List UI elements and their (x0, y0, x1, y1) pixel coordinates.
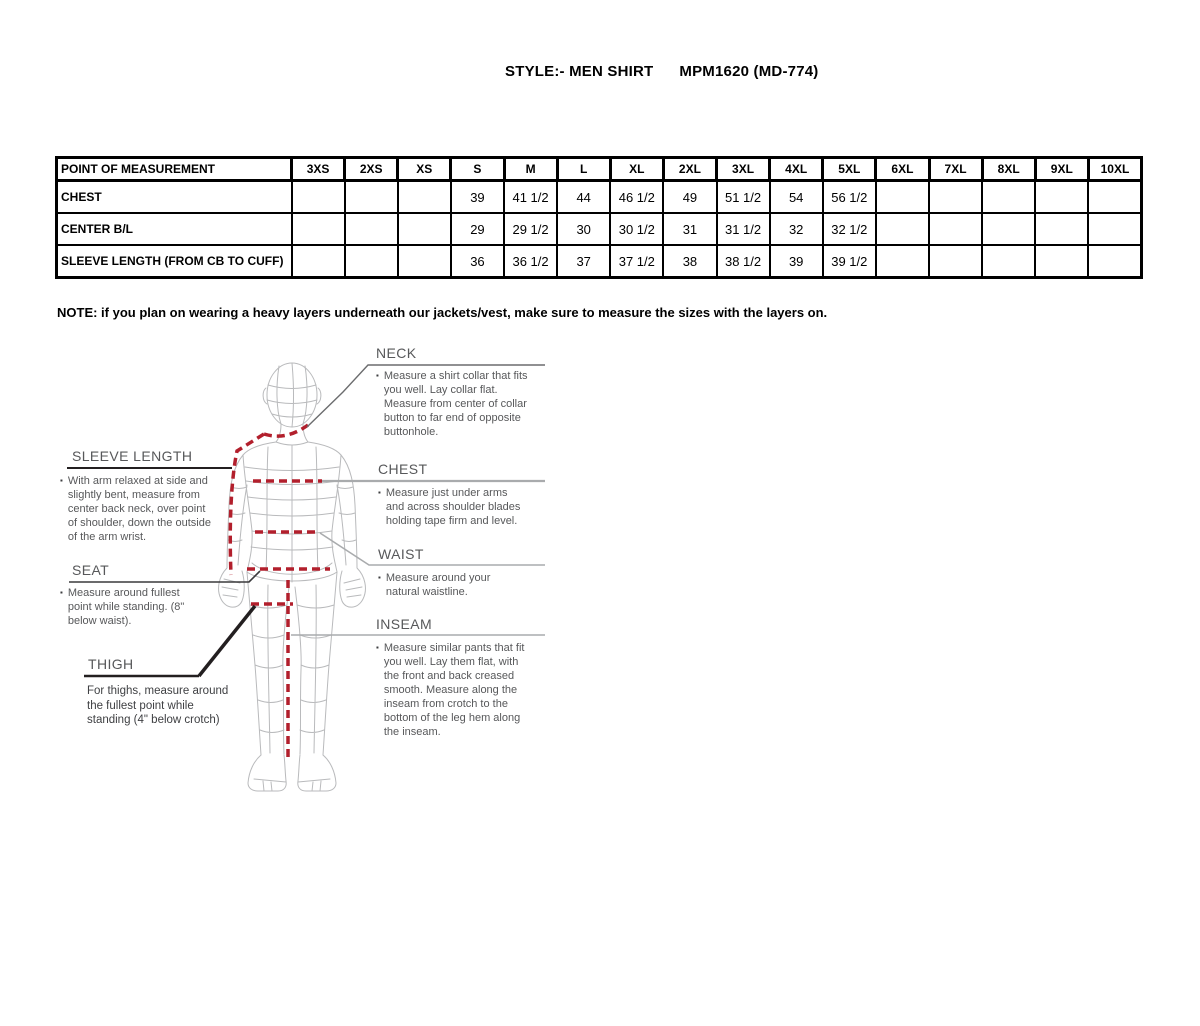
header-size: M (504, 158, 557, 181)
chest-section-text (378, 486, 528, 528)
waist-instructions: Measure around your natural waistline. (385, 572, 491, 598)
header-size: 10XL (1088, 158, 1141, 181)
bullet-icon: ▪ (376, 643, 379, 652)
header-size: 3XS (292, 158, 345, 181)
size-value: 37 (557, 245, 610, 278)
neck-section-text (376, 369, 534, 439)
bullet-icon: ▪ (376, 371, 379, 380)
size-value (876, 213, 929, 245)
size-value: 51 1/2 (717, 181, 770, 214)
size-value (1088, 181, 1141, 214)
page-title (505, 63, 818, 80)
size-value: 39 1/2 (823, 245, 876, 278)
size-value (876, 181, 929, 214)
size-value (929, 213, 982, 245)
sleeve-length-measure-line (230, 434, 264, 575)
header-size: 3XL (717, 158, 770, 181)
size-table-header-row (57, 158, 1142, 181)
bullet-icon: ▪ (60, 588, 63, 597)
thigh-section-label: THIGH (88, 656, 134, 672)
size-value (292, 245, 345, 278)
size-value (398, 181, 451, 214)
chest-instructions: Measure just under arms and across shoulder blades holding tape firm and level. (385, 487, 521, 527)
neck-measure-line (264, 425, 308, 436)
seat-section-label: SEAT (72, 562, 110, 578)
size-value (1088, 245, 1141, 278)
size-value: 39 (451, 181, 504, 214)
size-value (982, 181, 1035, 214)
size-value (292, 213, 345, 245)
size-value: 32 1/2 (823, 213, 876, 245)
header-size: XS (398, 158, 451, 181)
waist-leader-line (320, 533, 545, 565)
mannequin-figure (219, 363, 366, 791)
size-value (345, 181, 398, 214)
size-value (1035, 213, 1088, 245)
size-value: 30 1/2 (610, 213, 663, 245)
row-label: SLEEVE LENGTH (FROM CB TO CUFF) (57, 245, 292, 278)
neck-instructions: Measure a shirt collar that fits you well. Lay collar flat. Measure from center of collar button to far end of opposite buttonhole. (383, 370, 528, 438)
size-table (55, 156, 1143, 279)
header-size: 2XL (663, 158, 716, 181)
size-value (982, 245, 1035, 278)
row-label: CHEST (57, 181, 292, 214)
size-value: 46 1/2 (610, 181, 663, 214)
inseam-instructions: Measure similar pants that fit you well. Lay them flat, with the front and back creased smooth. Measure along the inseam from crotch to the bottom of the leg hem along the inseam. (383, 642, 525, 738)
inseam-section-label: INSEAM (376, 616, 433, 632)
header-size: 9XL (1035, 158, 1088, 181)
size-value (292, 181, 345, 214)
size-value (982, 213, 1035, 245)
size-value: 36 1/2 (504, 245, 557, 278)
header-size: 5XL (823, 158, 876, 181)
size-value (398, 213, 451, 245)
size-value: 31 1/2 (717, 213, 770, 245)
size-value: 37 1/2 (610, 245, 663, 278)
chest-section-label: CHEST (378, 461, 428, 477)
bullet-icon: ▪ (378, 488, 381, 497)
seat-instructions: Measure around fullest point while standing. (8" below waist). (67, 587, 185, 627)
size-value (398, 245, 451, 278)
thigh-instructions: For thighs, measure around the fullest point while standing (4" below crotch) (87, 685, 229, 726)
table-row-chest (57, 181, 1142, 214)
header-point-of-measurement: POINT OF MEASUREMENT (57, 158, 292, 181)
header-size: 7XL (929, 158, 982, 181)
size-value (929, 181, 982, 214)
table-row-sleeve-length (57, 245, 1142, 278)
header-size: 2XS (345, 158, 398, 181)
size-value: 31 (663, 213, 716, 245)
size-value: 29 (451, 213, 504, 245)
size-value: 30 (557, 213, 610, 245)
style-code: MPM1620 (MD-774) (679, 63, 819, 80)
sleeve-length-section-text (60, 474, 212, 544)
size-value: 49 (663, 181, 716, 214)
bullet-icon: ▪ (378, 573, 381, 582)
waist-section-text (378, 571, 503, 599)
size-value: 32 (770, 213, 823, 245)
neck-section-label: NECK (376, 345, 417, 361)
size-value: 41 1/2 (504, 181, 557, 214)
size-value (876, 245, 929, 278)
header-size: S (451, 158, 504, 181)
size-value (345, 213, 398, 245)
header-size: L (557, 158, 610, 181)
sleeve-length-section-label: SLEEVE LENGTH (72, 448, 193, 464)
size-value (1035, 245, 1088, 278)
inseam-section-text (376, 641, 526, 739)
thigh-leader-line (199, 606, 255, 676)
row-label: CENTER B/L (57, 213, 292, 245)
size-value (1035, 181, 1088, 214)
style-label: STYLE:- MEN SHIRT (505, 63, 654, 80)
size-value: 38 (663, 245, 716, 278)
size-value: 29 1/2 (504, 213, 557, 245)
seat-section-text (60, 586, 192, 628)
header-size: XL (610, 158, 663, 181)
size-value (345, 245, 398, 278)
note-text: NOTE: if you plan on wearing a heavy layers underneath our jackets/vest, make sure to measure the sizes with the layers on. (57, 305, 828, 320)
table-row-center-bl (57, 213, 1142, 245)
size-value: 39 (770, 245, 823, 278)
thigh-section-text (87, 684, 237, 728)
header-size: 8XL (982, 158, 1035, 181)
size-value (929, 245, 982, 278)
waist-section-label: WAIST (378, 546, 424, 562)
size-value: 56 1/2 (823, 181, 876, 214)
header-size: 6XL (876, 158, 929, 181)
size-value: 44 (557, 181, 610, 214)
size-value (1088, 213, 1141, 245)
size-value: 38 1/2 (717, 245, 770, 278)
bullet-icon: ▪ (60, 476, 63, 485)
measurement-diagram (0, 335, 620, 815)
size-value: 36 (451, 245, 504, 278)
header-size: 4XL (770, 158, 823, 181)
sleeve-length-instructions: With arm relaxed at side and slightly bent, measure from center back neck, over point of shoulder, down the outside of the arm wrist. (67, 475, 211, 543)
size-value: 54 (770, 181, 823, 214)
